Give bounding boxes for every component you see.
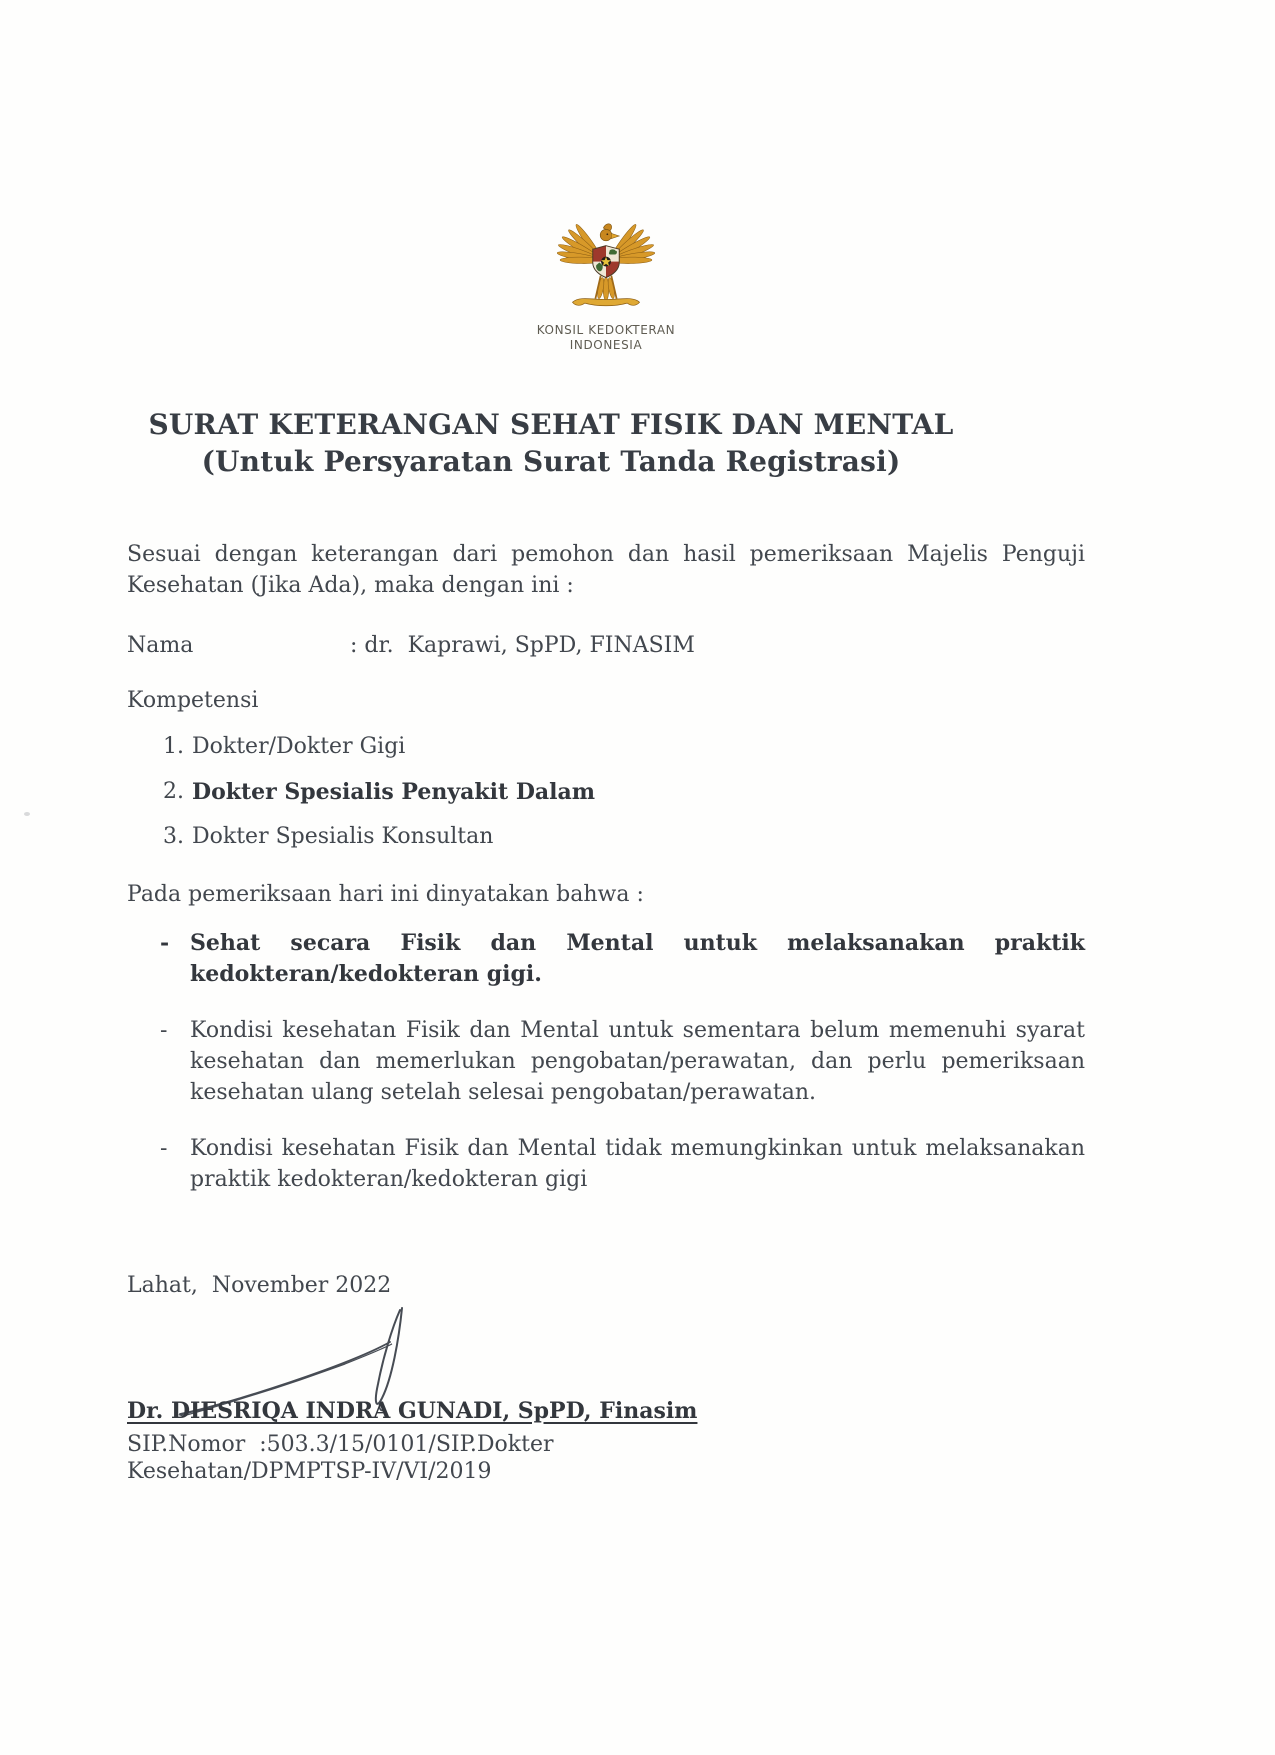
signer-name: Dr. DIESRIQA INDRA GUNADI, SpPD, Finasim bbox=[127, 1398, 698, 1424]
item-text: Dokter/Dokter Gigi bbox=[192, 734, 406, 759]
kompetensi-item bbox=[163, 777, 1083, 807]
item-text: Dokter Spesialis Penyakit Dalam bbox=[192, 779, 596, 805]
statement-list bbox=[160, 928, 1085, 1220]
statement-item bbox=[160, 1015, 1085, 1108]
scan-speck bbox=[24, 812, 30, 816]
letterhead bbox=[0, 216, 1212, 353]
dash-marker: - bbox=[160, 1136, 168, 1161]
item-text: Dokter Spesialis Konsultan bbox=[192, 824, 494, 849]
intro-paragraph: Sesuai dengan keterangan dari pemohon dan hasil pemeriksaan Majelis Penguji Kesehatan (Jika Ada), maka dengan ini : bbox=[127, 542, 1085, 598]
kompetensi-label: Kompetensi bbox=[127, 688, 259, 713]
statement-text: Kondisi kesehatan Fisik dan Mental tidak memungkinkan untuk melaksanakan praktik kedokteran/kedokteran gigi bbox=[190, 1136, 1085, 1192]
statement-intro: Pada pemeriksaan hari ini dinyatakan bahwa : bbox=[127, 882, 644, 907]
name-row bbox=[127, 630, 1085, 661]
statement-item bbox=[160, 928, 1085, 990]
item-number: 2. bbox=[163, 779, 184, 804]
kompetensi-item bbox=[163, 732, 1083, 762]
statement-text: Sehat secara Fisik dan Mental untuk melaksanakan praktik kedokteran/kedokteran gigi. bbox=[190, 930, 1085, 987]
place-date: Lahat, November 2022 bbox=[127, 1273, 392, 1298]
sip-number-line2: Kesehatan/DPMPTSP-IV/VI/2019 bbox=[127, 1459, 492, 1484]
name-value: : dr. Kaprawi, SpPD, FINASIM bbox=[350, 633, 695, 658]
garuda-pancasila-emblem-icon bbox=[553, 216, 659, 320]
letter-title-line1: SURAT KETERANGAN SEHAT FISIK DAN MENTAL bbox=[148, 408, 954, 441]
item-number: 1. bbox=[163, 734, 184, 759]
name-label: Nama bbox=[127, 633, 194, 658]
statement-text: Kondisi kesehatan Fisik dan Mental untuk sementara belum memenuhi syarat kesehatan dan memerlukan pengobatan/perawatan, dan perlu pemeriksaan kesehatan ulang setelah selesai pengobatan/perawatan. bbox=[190, 1018, 1085, 1105]
kompetensi-list bbox=[163, 732, 1083, 867]
dash-marker: - bbox=[160, 930, 170, 956]
kompetensi-item bbox=[163, 822, 1083, 852]
item-number: 3. bbox=[163, 824, 184, 849]
org-name-line1: KONSIL KEDOKTERAN bbox=[536, 323, 676, 337]
letter-title bbox=[127, 406, 975, 480]
dash-marker: - bbox=[160, 1018, 168, 1043]
signer-block bbox=[127, 1398, 1085, 1485]
sip-number-line1: SIP.Nomor :503.3/15/0101/SIP.Dokter bbox=[127, 1432, 554, 1457]
letter-title-line2: (Untuk Persyaratan Surat Tanda Registrasi) bbox=[201, 445, 901, 478]
statement-item bbox=[160, 1133, 1085, 1195]
org-name-line2: INDONESIA bbox=[569, 338, 643, 352]
